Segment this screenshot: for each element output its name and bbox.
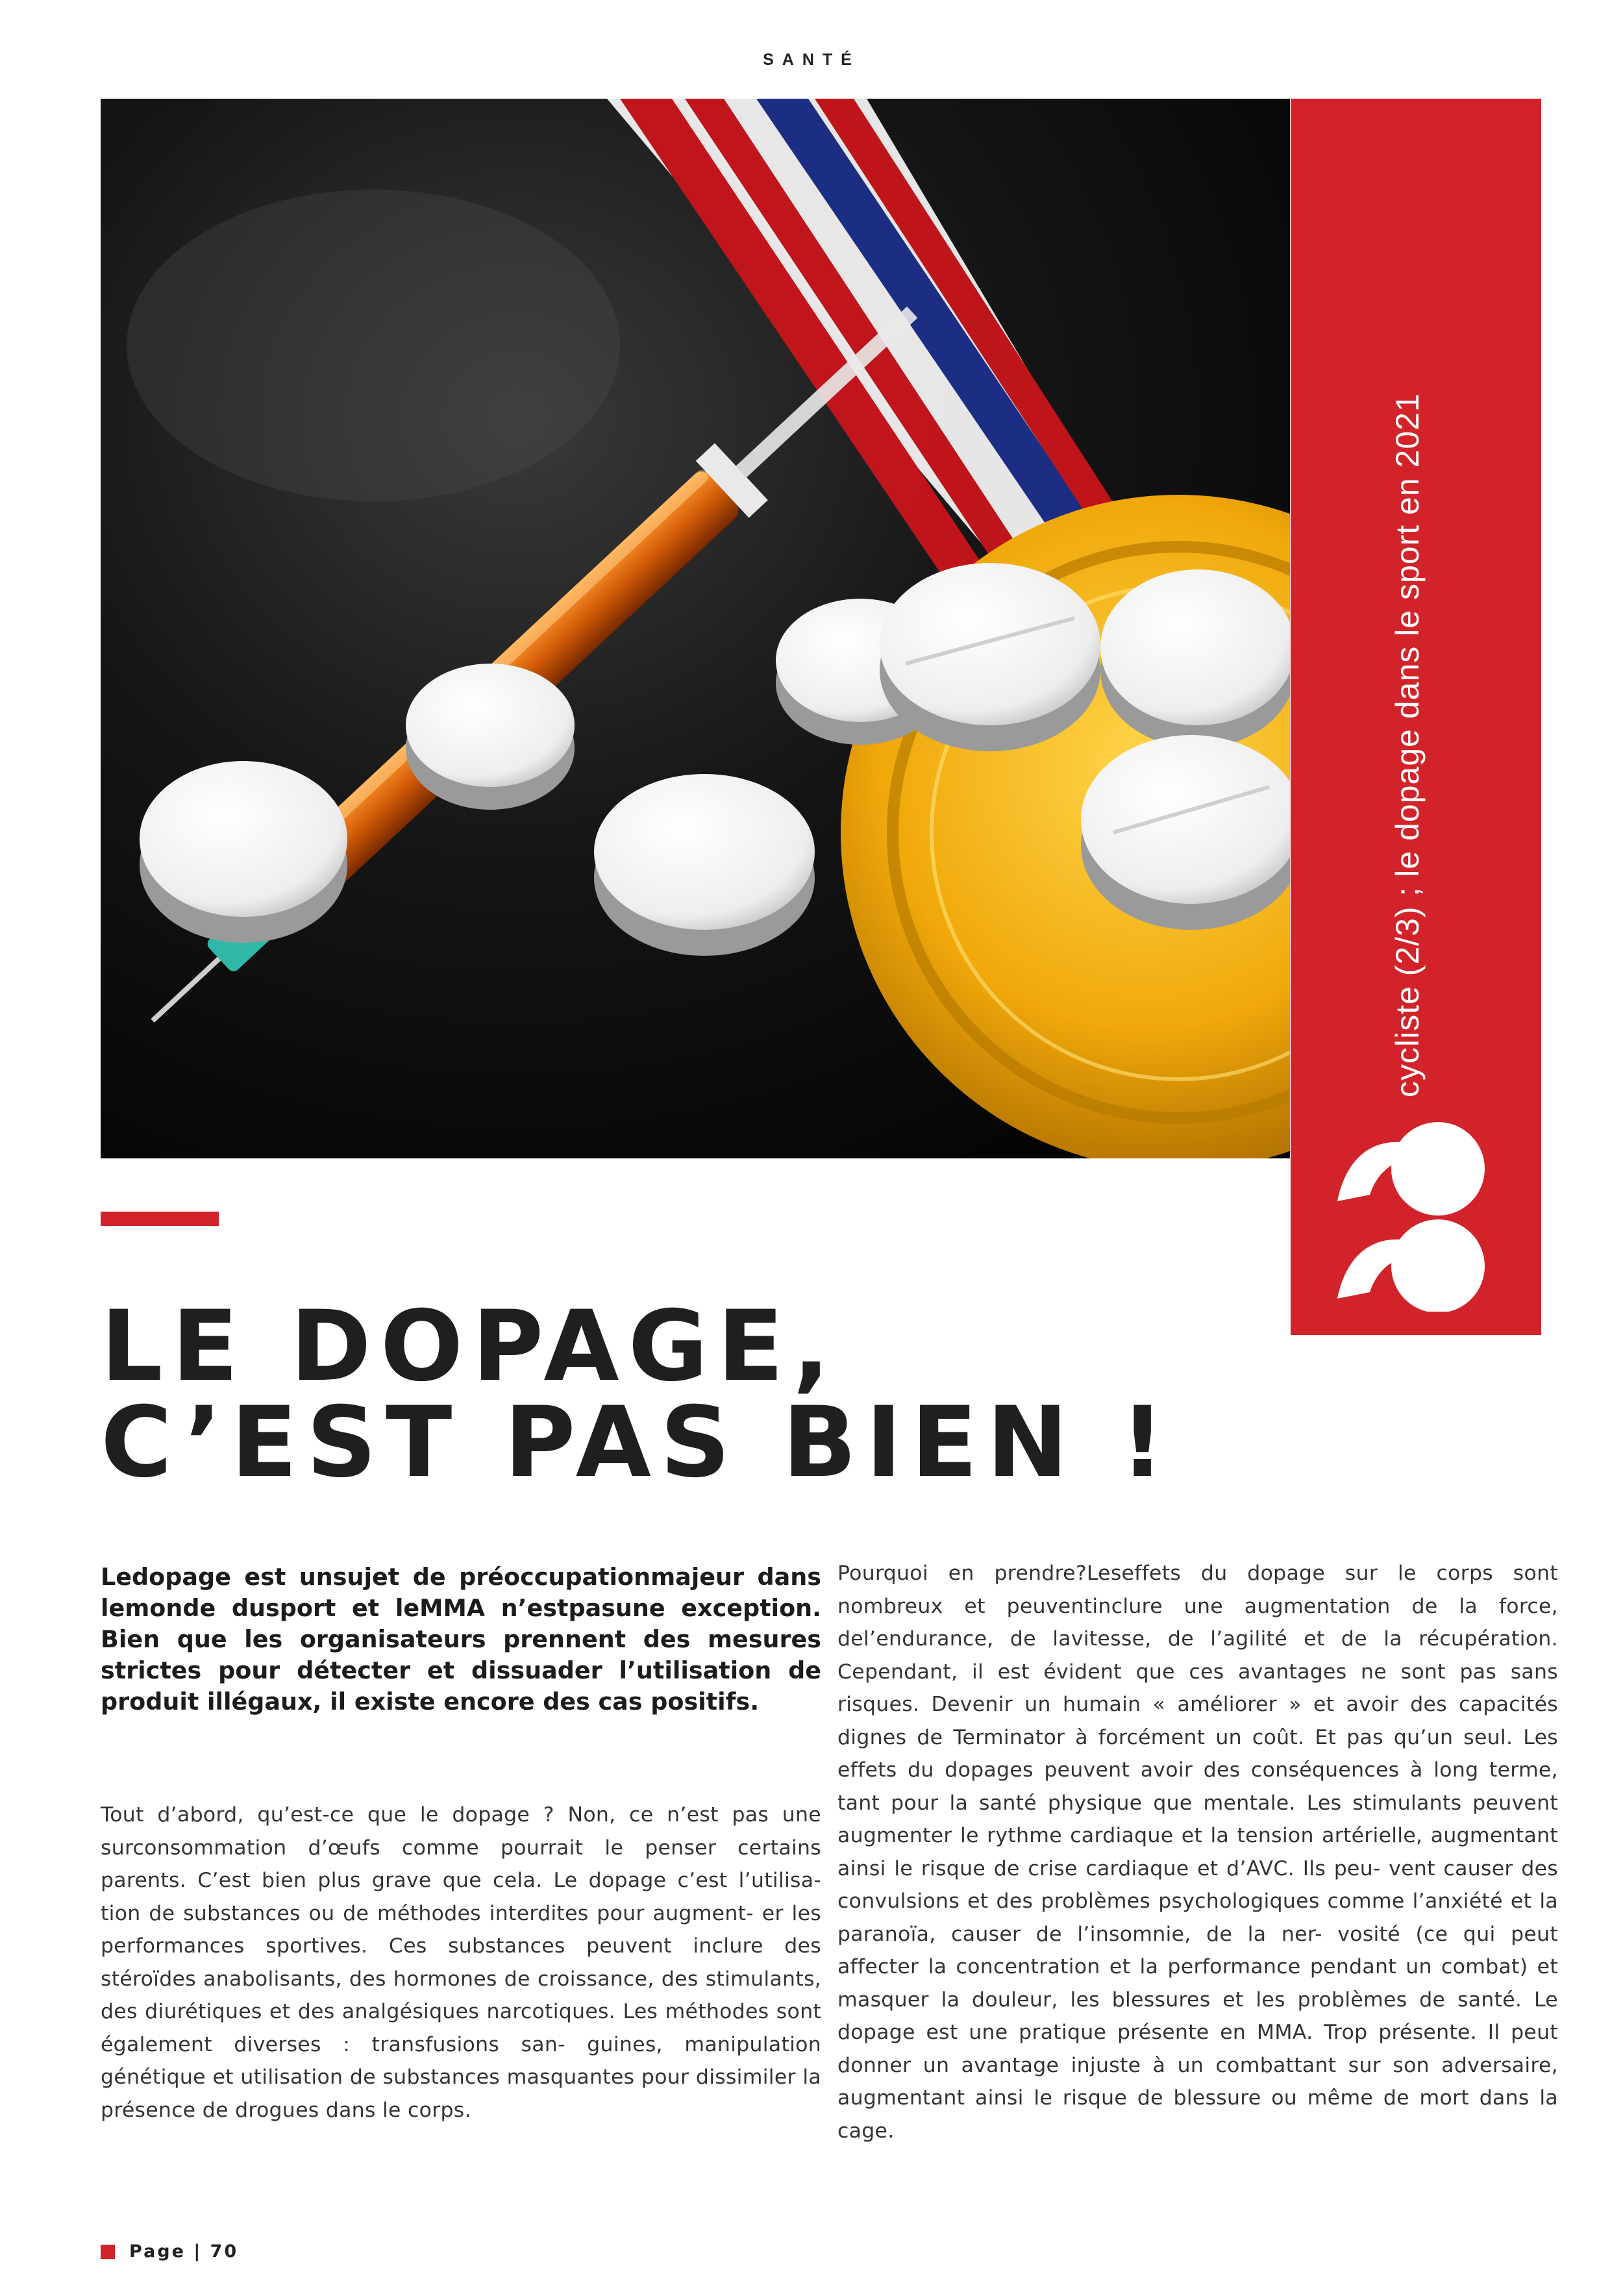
article-lead: Ledopage est unsujet de préoccupationmajeur dans lemonde dusport et leMMA n’estpasune exception. Bien que les organisateurs prennent des mesures strictes pour détecter et dissuader l’utilisation de produit illégaux, il existe encore des cas positifs. [101, 1563, 821, 1716]
page-number: Page | 70 [129, 2241, 239, 2262]
body-paragraph-right: Pourquoi en prendre?Leseffets du dopage sur le corps sont nombreux et peuventinclure une augmentation de la force, del’endurance, de lavitesse, de l’agilité et de la récupération. Cependant, il est évident que ces avantages ne sont pas sans risques. Devenir un humain « améliorer » et avoir des capacités dignes de Terminator à forcément un coût. Et pas qu’un seul. Les effets du dopages peuvent avoir des conséquences à long terme, tant pour la santé physique que mentale. Les stimulants peuvent augmenter le rythme cardiaque et la tension artérielle, augmentant ainsi le risque de crise cardiaque et d’AVC. Ils peu- vent causer des convulsions et des problèmes psychologiques comme l’anxiété et la paranoïa, causer de l’insomnie, de la ner- vosité (ce qui peut affecter la concentration et la performance pendant un combat) et masquer la douleur, les blessures et les problèmes de santé. Le dopage est une pratique présente en MMA. Trop présente. Il peut donner un avantage injuste à un combattant sur son adversaire, augmentant ainsi le risque de blessure ou même de mort dans la cage. [837, 1562, 1558, 2143]
pull-quote-text: cycliste (2/3) ; le dopage dans le sport en 2021 [1389, 393, 1426, 1097]
article-title-line-2: C’EST PAS BIEN ! [101, 1386, 1174, 1499]
footer-square-icon [101, 2245, 115, 2259]
body-paragraph-left: Tout d’abord, qu’est-ce que le dopage ? Non, ce n’est pas une surconsommation d’œufs comme pourrait le penser certains parents. C’est bien plus grave que cela. Le dopage c’est l’utilisa- tion de substances ou de méthodes interdites pour augment- er les performances sportives. Ces substances peuvent inclure des stéroïdes anabolisants, des hormones de croissance, des stimulants, des diurétiques et des analgésiques narcotiques. Les méthodes sont également diverses : transfusions san- guines, manipulation génétique et utilisation de substances masquantes pour dissimiler la présence de drogues dans le corps. [101, 1803, 821, 2122]
quote-mark-icon [1324, 1117, 1493, 1312]
article-title [101, 1290, 1174, 1499]
article-title-line-1: LE DOPAGE, [101, 1290, 839, 1403]
accent-bar [101, 1212, 219, 1226]
section-label: SANTÉ [763, 51, 860, 69]
page-footer [101, 2241, 238, 2262]
article-photo [101, 99, 1290, 1158]
